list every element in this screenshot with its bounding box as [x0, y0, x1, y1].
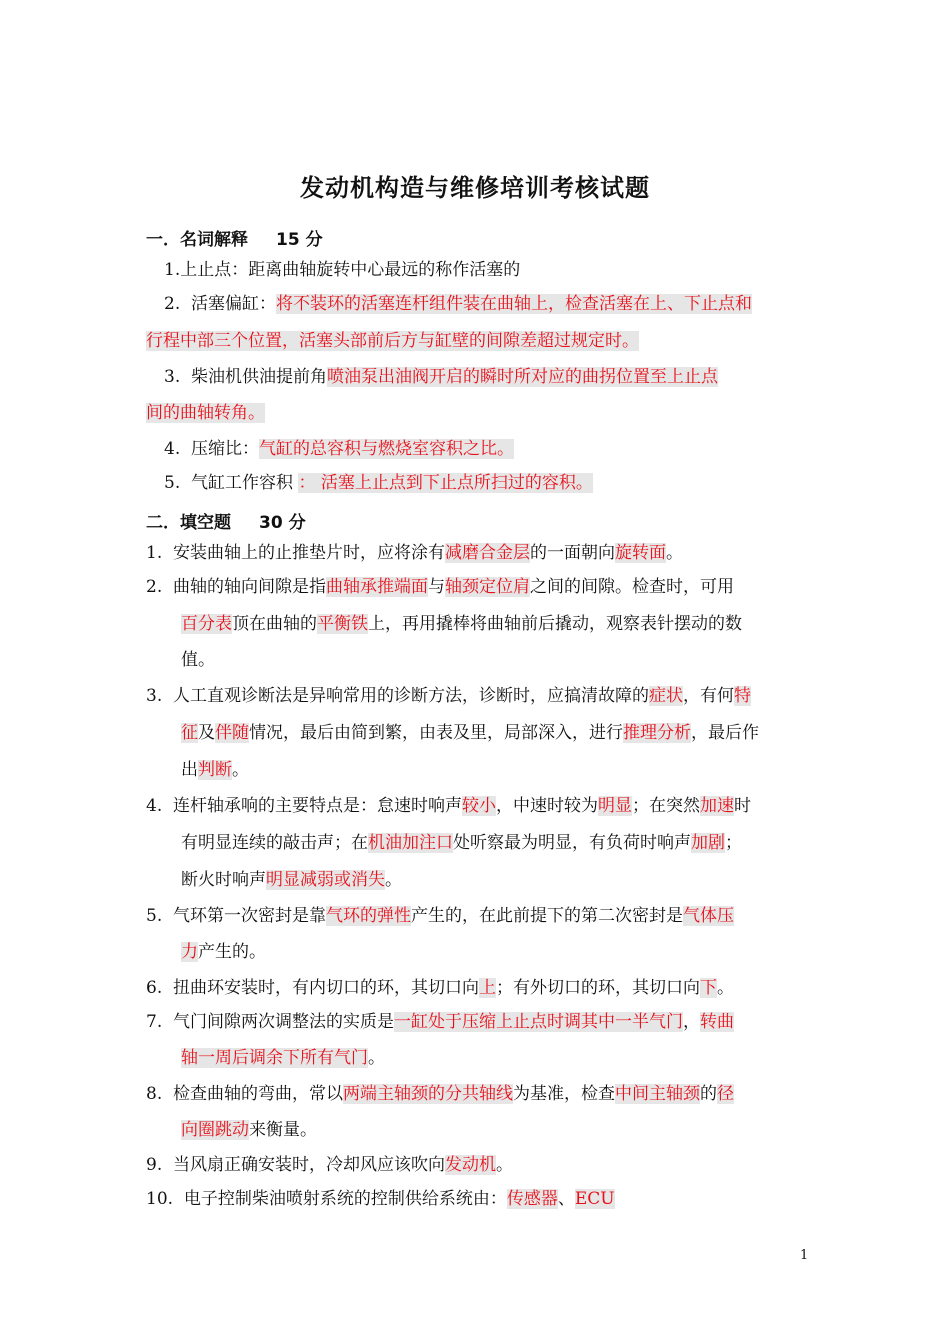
- definition-item: [164, 292, 752, 316]
- question-item: [146, 1187, 615, 1211]
- question-text: ，中速时较为: [496, 796, 599, 816]
- answer-text: 上: [479, 978, 497, 998]
- item-number: 9.: [146, 1155, 163, 1175]
- answer-text: 径: [717, 1084, 735, 1104]
- answer-text: 气缸的总容积与燃烧室容积之比。: [259, 439, 515, 459]
- answer-text: 较小: [462, 796, 497, 816]
- answer-text: 判断: [198, 760, 232, 780]
- question-text: 曲轴的轴向间隙是指: [173, 577, 327, 597]
- answer-text: 发动机: [445, 1155, 497, 1175]
- question-text: ；在突然: [632, 796, 701, 816]
- item-number: 6.: [146, 978, 163, 998]
- answer-text: 两端主轴颈的分共轴线: [343, 1084, 514, 1104]
- question-text: 及: [198, 723, 215, 743]
- answer-text: 平衡铁: [317, 614, 368, 634]
- question-text: 电子控制柴油喷射系统的控制供给系统由：: [183, 1189, 507, 1209]
- answer-text: 明显: [598, 796, 633, 816]
- answer-text: 轴颈定位肩: [445, 577, 531, 597]
- question-continuation: [181, 1118, 317, 1142]
- question-text: 的: [700, 1084, 718, 1104]
- section-points: 15 分: [276, 230, 323, 250]
- answer-text: 喷油泵出油阀开启的瞬时所对应的曲拐位置至上止点: [327, 367, 719, 387]
- answer-text: 特: [734, 686, 752, 706]
- question-text: 的一面朝向: [530, 543, 616, 563]
- answer-text: 将不装环的活塞连杆组件装在曲轴上，检查活塞在上、下止点和: [276, 294, 753, 314]
- item-number: 3.: [146, 686, 163, 706]
- question-text: 处听察最为明显，有负荷时响声: [453, 833, 691, 853]
- question-text: 气门间隙两次调整法的实质是: [173, 1012, 395, 1032]
- definition-text: 距离曲轴旋转中心最远的称作活塞的: [248, 260, 521, 280]
- question-item: [146, 575, 734, 599]
- question-continuation: [181, 648, 215, 672]
- definition-item: [164, 471, 593, 495]
- question-text: 来衡量。: [249, 1120, 317, 1140]
- question-text: 扭曲环安装时，有内切口的环，其切口向: [173, 978, 480, 998]
- question-text: 产生的，在此前提下的第二次密封是: [411, 906, 684, 926]
- question-text: 检查曲轴的弯曲，常以: [173, 1084, 344, 1104]
- question-text: 断火时响声: [181, 870, 266, 890]
- question-text: 上，再用撬棒将曲轴前后撬动，观察表针摆动的数: [368, 614, 742, 634]
- question-text: ，有何: [683, 686, 735, 706]
- question-item: [146, 541, 683, 565]
- definition-item-continuation: [146, 401, 265, 425]
- item-number: 10.: [146, 1189, 174, 1209]
- answer-text: 气体压: [683, 906, 735, 926]
- item-number: 1.: [146, 543, 163, 563]
- answer-text: 行程中部三个位置，活塞头部前后方与缸壁的间隙差超过规定时。: [146, 331, 639, 351]
- answer-text: 下: [700, 978, 718, 998]
- item-number: 2.: [146, 577, 163, 597]
- question-text: 产生的。: [198, 942, 266, 962]
- answer-text: 一缸处于压缩上止点时调其中一半气门: [394, 1012, 684, 1032]
- answer-text: 征: [181, 723, 198, 743]
- question-text: 。: [368, 1048, 385, 1068]
- question-item: [146, 904, 734, 928]
- question-item: [146, 684, 751, 708]
- answer-text: 气环的弹性: [326, 906, 412, 926]
- question-text: 人工直观诊断法是异响常用的诊断方法，诊断时，应搞清故障的: [173, 686, 650, 706]
- definition-item: [164, 258, 520, 282]
- answer-text: 曲轴承推端面: [326, 577, 429, 597]
- item-number: 8.: [146, 1084, 163, 1104]
- question-text: 与: [428, 577, 446, 597]
- question-item: [146, 1010, 734, 1034]
- item-number: 5.: [164, 473, 181, 493]
- question-text: 。: [385, 870, 402, 890]
- item-number: 7.: [146, 1012, 163, 1032]
- answer-text: 减磨合金层: [445, 543, 531, 563]
- item-number: 4.: [164, 439, 181, 459]
- question-text: 出: [181, 760, 198, 780]
- answer-text: 百分表: [181, 614, 232, 634]
- page-number: 1: [800, 1248, 809, 1263]
- question-continuation: [181, 721, 759, 745]
- answer-text: 传感器: [506, 1189, 558, 1209]
- question-item: [146, 1153, 513, 1177]
- definition-item: [164, 365, 718, 389]
- question-text: 、: [557, 1189, 575, 1209]
- question-item: [146, 976, 734, 1000]
- definition-term: 活塞偏缸：: [191, 294, 277, 314]
- question-continuation: [181, 940, 266, 964]
- definition-term: 气缸工作容积: [191, 473, 294, 493]
- answer-text: 明显减弱或消失: [266, 870, 385, 890]
- question-text: ；: [725, 833, 742, 853]
- question-text: 。: [496, 1155, 514, 1175]
- answer-text: 推理分析: [623, 723, 691, 743]
- question-text: ，: [683, 1012, 701, 1032]
- answer-text: ECU: [574, 1189, 615, 1209]
- item-number: 3.: [164, 367, 181, 387]
- section-label: 二．填空题: [146, 513, 231, 533]
- question-text: 情况，最后由简到繁，由表及里，局部深入，进行: [249, 723, 623, 743]
- definition-term: 压缩比：: [191, 439, 260, 459]
- item-number: 1.: [164, 260, 181, 280]
- section-points: 30 分: [259, 513, 306, 533]
- question-text: 当风扇正确安装时，冷却风应该吹向: [173, 1155, 446, 1175]
- definition-term: 上止点：: [180, 260, 249, 280]
- section-heading-fill-in: [146, 508, 306, 533]
- answer-text: 轴一周后调余下所有气门: [181, 1048, 368, 1068]
- question-item: [146, 1082, 734, 1106]
- question-text: 安装曲轴上的止推垫片时，应将涂有: [173, 543, 446, 563]
- question-text: 时: [734, 796, 752, 816]
- question-continuation: [181, 1046, 385, 1070]
- question-item: [146, 794, 751, 818]
- answer-text: ： 活塞上止点到下止点所扫过的容积。: [298, 473, 593, 493]
- item-number: 4.: [146, 796, 163, 816]
- page-title: 发动机构造与维修培训考核试题: [300, 174, 650, 202]
- answer-text: 力: [181, 942, 198, 962]
- question-text: 。: [232, 760, 249, 780]
- answer-text: 旋转面: [615, 543, 667, 563]
- answer-text: 机油加注口: [368, 833, 453, 853]
- answer-text: 间的曲轴转角。: [146, 403, 265, 423]
- answer-text: 向圈跳动: [181, 1120, 249, 1140]
- question-text: 。: [666, 543, 684, 563]
- definition-item: [164, 437, 514, 461]
- question-text: ，最后作: [691, 723, 759, 743]
- answer-text: 转曲: [700, 1012, 735, 1032]
- question-text: 气环第一次密封是靠: [173, 906, 327, 926]
- question-continuation: [181, 758, 249, 782]
- question-text: 为基准，检查: [513, 1084, 616, 1104]
- definition-term: 柴油机供油提前角: [191, 367, 328, 387]
- section-label: 一．名词解释: [146, 230, 248, 250]
- question-continuation: [181, 612, 742, 636]
- question-text: 。: [717, 978, 735, 998]
- question-text: 值。: [181, 650, 215, 670]
- answer-text: 症状: [649, 686, 684, 706]
- question-continuation: [181, 831, 742, 855]
- question-text: 顶在曲轴的: [232, 614, 317, 634]
- definition-item-continuation: [146, 329, 639, 353]
- answer-text: 加剧: [691, 833, 725, 853]
- question-text: 有明显连续的敲击声；在: [181, 833, 368, 853]
- answer-text: 中间主轴颈: [615, 1084, 701, 1104]
- question-text: 连杆轴承响的主要特点是：怠速时响声: [173, 796, 463, 816]
- question-text: 之间的间隙。检查时，可用: [530, 577, 735, 597]
- question-continuation: [181, 868, 402, 892]
- section-heading-definitions: [146, 225, 323, 250]
- question-text: ；有外切口的环，其切口向: [496, 978, 701, 998]
- item-number: 2.: [164, 294, 181, 314]
- item-number: 5.: [146, 906, 163, 926]
- answer-text: 加速: [700, 796, 735, 816]
- answer-text: 伴随: [215, 723, 249, 743]
